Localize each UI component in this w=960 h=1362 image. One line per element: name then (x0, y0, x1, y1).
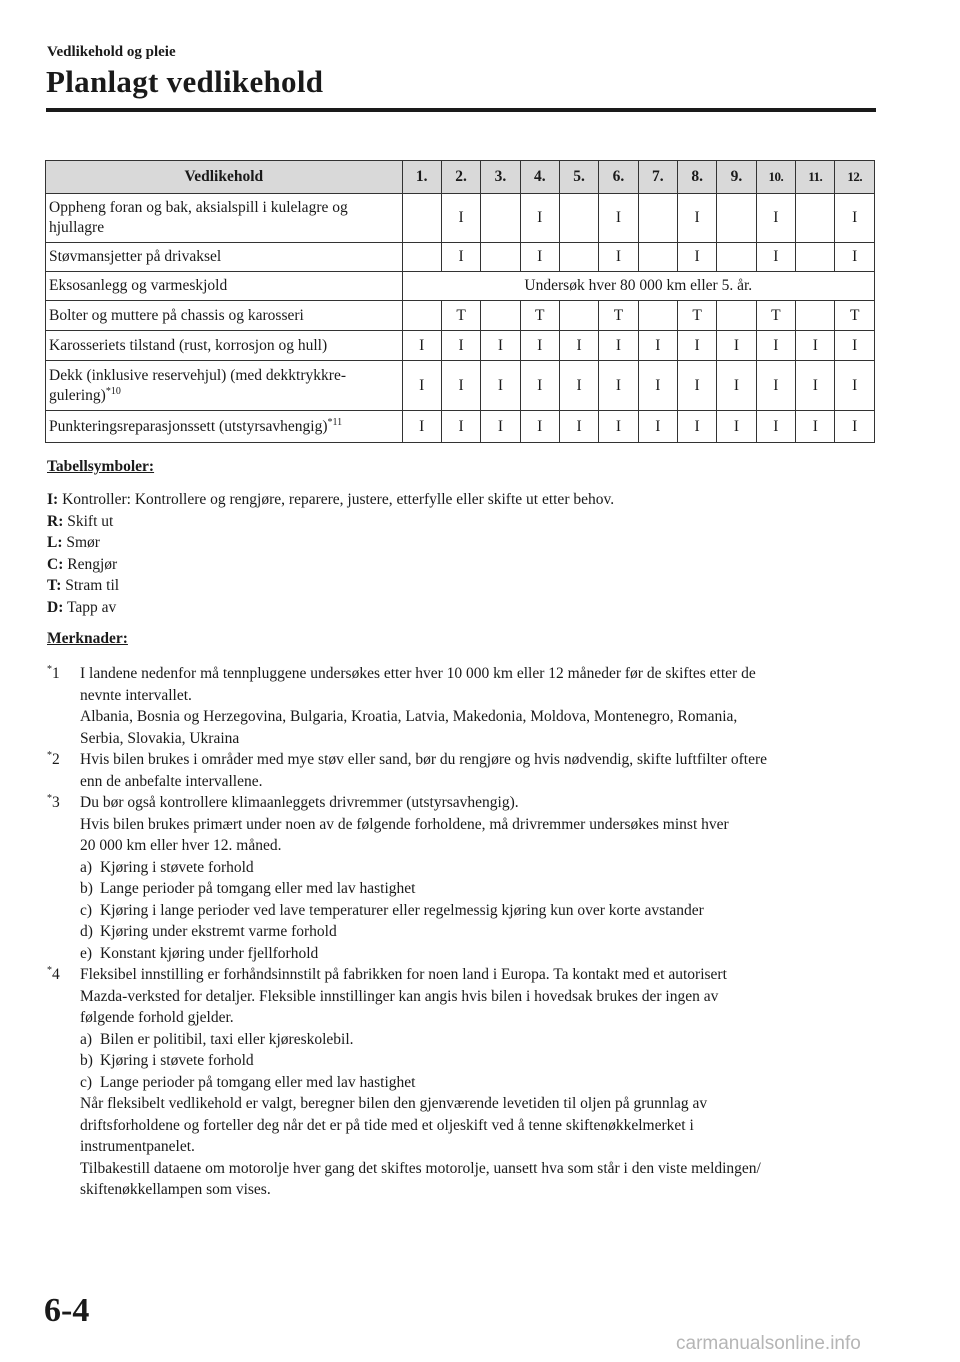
table-header-row (46, 161, 875, 194)
table-cell: I (835, 331, 875, 361)
table-cell (559, 194, 598, 243)
table-cell: I (599, 243, 638, 272)
table-cell: I (756, 361, 795, 411)
list-item: b) Lange perioder på tomgang eller med lav hastighet (80, 880, 416, 897)
list-item: a) Bilen er politibil, taxi eller kjøreskolebil. (80, 1030, 354, 1048)
notes-list (47, 663, 867, 1201)
table-cell: I (520, 243, 559, 272)
table-cell: I (481, 331, 520, 361)
note-3: *3 Du bør også kontrollere klimaanleggets drivremmer (utstyrsavhengig). Hvis bilen brukes primært under noen av de følgende forholdene, må drivremmer undersøkes minst hver 20 000 km eller hver 12. måned. a) Kjøring i støvete forhold b) Lange perioder på tomgang eller med lav hastighet c) Kjøring i lange perioder ved lave temperaturer eller regelmessig kjøring kun over korte avstander d) Kjøring under ekstremt varme forhold e) Konstant kjøring under fjellforhold (47, 792, 867, 964)
table-cell: T (441, 301, 480, 331)
footnote-ref: *10 (105, 385, 121, 397)
table-cell: I (677, 243, 716, 272)
symbol-text: Skift ut (67, 512, 114, 530)
note-number: *1 (47, 664, 60, 682)
row-label: Støvmansjetter på drivaksel (46, 243, 403, 272)
row-label-text: Punkteringsreparasjonssett (utstyrsavhengig) (49, 417, 328, 435)
table-cell: I (756, 331, 795, 361)
column-header: 6. (599, 161, 638, 194)
table-cell: I (756, 243, 795, 272)
table-cell (717, 301, 756, 331)
table-cell: I (599, 331, 638, 361)
table-cell-merged: Undersøk hver 80 000 km eller 5. år. (402, 272, 874, 301)
table-cell: I (717, 361, 756, 411)
table-row (46, 331, 875, 361)
table-cell: I (796, 411, 835, 443)
table-cell: I (835, 243, 875, 272)
table-cell: I (559, 331, 598, 361)
table-cell (402, 243, 441, 272)
table-row (46, 194, 875, 243)
footnote-ref: *11 (327, 416, 343, 428)
table-cell: I (402, 331, 441, 361)
symbol-key: L: (47, 534, 63, 551)
symbol-key: C: (47, 555, 64, 573)
row-label: Bolter og muttere på chassis og karosseri (46, 301, 403, 331)
symbol-text: Tapp av (66, 598, 117, 616)
section-label: Vedlikehold og pleie (47, 44, 176, 60)
table-cell: I (441, 331, 480, 361)
table-cell: I (835, 194, 875, 243)
row-label (46, 411, 403, 443)
table-cell: T (599, 301, 638, 331)
table-row (46, 272, 875, 301)
table-cell (402, 194, 441, 243)
notes-heading: Merknader: (47, 630, 128, 647)
table-cell: I (835, 361, 875, 411)
list-item: b) Kjøring i støvete forhold (80, 1052, 254, 1069)
table-cell (481, 243, 520, 272)
table-row (46, 361, 875, 411)
column-header: 10. (756, 161, 795, 194)
table-cell: I (520, 411, 559, 443)
symbol-key: T: (47, 577, 62, 594)
note-2: *2 Hvis bilen brukes i områder med mye støv eller sand, bør du rengjøre og hvis nødvendig, skifte luftfilter oftere enn de anbefalte intervallene. (47, 750, 767, 790)
table-cell: T (520, 301, 559, 331)
table-cell (481, 301, 520, 331)
column-header: 1. (402, 161, 441, 194)
table-cell: I (481, 361, 520, 411)
list-item: c) Lange perioder på tomgang eller med lav hastighet (80, 1073, 416, 1091)
column-header: 2. (441, 161, 480, 194)
row-label: Oppheng foran og bak, aksialspill i kulelagre og hjullagre (46, 194, 403, 243)
table-cell (796, 194, 835, 243)
table-cell: I (756, 411, 795, 443)
table-cell: I (520, 331, 559, 361)
symbols-heading: Tabellsymboler: (47, 458, 155, 475)
table-cell: I (559, 411, 598, 443)
row-label (46, 361, 403, 411)
note-number: *3 (47, 793, 60, 811)
row-label-line: Dekk (inklusive reservehjul) (med dekktrykkre- (49, 366, 346, 384)
list-item (47, 511, 614, 533)
table-cell: I (559, 361, 598, 411)
list-item: a) Kjøring i støvete forhold (80, 858, 254, 876)
table-cell: I (756, 194, 795, 243)
table-cell: I (638, 331, 677, 361)
column-header: 8. (677, 161, 716, 194)
table-cell (717, 243, 756, 272)
list-item (47, 554, 614, 576)
table-row (46, 411, 875, 443)
title-divider (46, 108, 876, 112)
list-item (47, 575, 614, 597)
table-cell: I (599, 411, 638, 443)
table-cell: I (520, 194, 559, 243)
table-cell (717, 194, 756, 243)
table-cell (481, 194, 520, 243)
table-cell: T (835, 301, 875, 331)
table-cell: I (638, 411, 677, 443)
column-header: 3. (481, 161, 520, 194)
table-cell: I (796, 331, 835, 361)
table-cell: I (677, 331, 716, 361)
symbol-text: Kontroller: Kontrollere og rengjøre, reparere, justere, etterfylle eller skifte ut etter behov. (62, 491, 615, 508)
column-header: 5. (559, 161, 598, 194)
page-number: 6-4 (44, 1292, 90, 1329)
symbols-list (47, 489, 614, 618)
symbol-key: R: (47, 512, 64, 530)
list-item (47, 489, 614, 511)
note-1: *1 I landene nedenfor må tennpluggene undersøkes etter hver 10 000 km eller 12 måneder før de skiftes etter de nevnte intervallet. Albania, Bosnia og Herzegovina, Bulgaria, Kroatia, Latvia, Makedonia, Moldova, Montenegro, Romania, Serbia, Slovakia, Ukraina (47, 664, 756, 747)
table-cell: I (599, 194, 638, 243)
table-cell (796, 243, 835, 272)
table-cell: I (402, 361, 441, 411)
column-header: 4. (520, 161, 559, 194)
maintenance-table (45, 160, 875, 443)
list-item (47, 532, 614, 554)
table-cell: I (677, 361, 716, 411)
table-row (46, 243, 875, 272)
table-cell: I (441, 361, 480, 411)
page-title: Planlagt vedlikehold (46, 64, 324, 99)
note-4: *4 Fleksibel innstilling er forhåndsinnstilt på fabrikken for noen land i Europa. Ta kontakt med et autorisert Mazda-verksted for detaljer. Fleksible innstillinger kan angis hvis bilen i hovedsak brukes der ingen av følgende forhold gjelder. a) Bilen er politibil, taxi eller kjøreskolebil. b) Kjøring i støvete forhold c) Lange perioder på tomgang eller med lav hastighet Når fleksibelt vedlikehold er valgt, beregner bilen den gjenværende levetiden til oljen på grunnlag av driftsforholdene og forteller deg når det er på tide med et oljeskift ved å tenne skiftenøkkelmerket i instrumentpanelet. Tilbakestill dataene om motorolje hver gang det skiftes motorolje, uansett hva som står i den viste meldingen/ skiftenøkkellampen som vises. (47, 964, 867, 1201)
table-cell (638, 301, 677, 331)
row-label: Eksosanlegg og varmeskjold (46, 272, 403, 301)
note-number: *2 (47, 750, 60, 768)
table-cell (402, 301, 441, 331)
column-header: 11. (796, 161, 835, 194)
table-cell: I (441, 194, 480, 243)
table-cell (638, 243, 677, 272)
table-cell: I (717, 331, 756, 361)
table-cell: I (677, 411, 716, 443)
list-item: e) Konstant kjøring under fjellforhold (80, 944, 319, 962)
table-cell: I (717, 411, 756, 443)
list-item: d) Kjøring under ekstremt varme forhold (80, 923, 337, 940)
table-cell: I (402, 411, 441, 443)
table-cell: I (520, 361, 559, 411)
table-cell: I (796, 361, 835, 411)
table-cell: I (599, 361, 638, 411)
table-cell (796, 301, 835, 331)
table-cell (638, 194, 677, 243)
table-cell: I (638, 361, 677, 411)
row-label-line: gulering) (49, 386, 106, 404)
symbol-text: Rengjør (67, 555, 118, 573)
list-item (47, 597, 614, 619)
table-cell (559, 243, 598, 272)
table-cell: I (441, 243, 480, 272)
row-label: Karosseriets tilstand (rust, korrosjon og hull) (46, 331, 403, 361)
symbol-text: Stram til (65, 577, 120, 594)
note-number: *4 (47, 965, 60, 983)
column-header: 9. (717, 161, 756, 194)
column-header: 12. (835, 161, 875, 194)
watermark: carmanualsonline.info (676, 1333, 861, 1354)
table-cell: I (835, 411, 875, 443)
column-header-maintenance: Vedlikehold (46, 161, 403, 194)
symbol-text: Smør (66, 534, 100, 551)
table-cell: T (677, 301, 716, 331)
table-cell: I (677, 194, 716, 243)
table-cell: I (481, 411, 520, 443)
symbol-key: D: (47, 598, 64, 616)
list-item: c) Kjøring i lange perioder ved lave temperaturer eller regelmessig kjøring kun over korte avstander (80, 901, 704, 919)
table-cell: I (441, 411, 480, 443)
table-row (46, 301, 875, 331)
column-header: 7. (638, 161, 677, 194)
table-cell (559, 301, 598, 331)
table-cell: T (756, 301, 795, 331)
symbol-key: I: (47, 491, 59, 508)
